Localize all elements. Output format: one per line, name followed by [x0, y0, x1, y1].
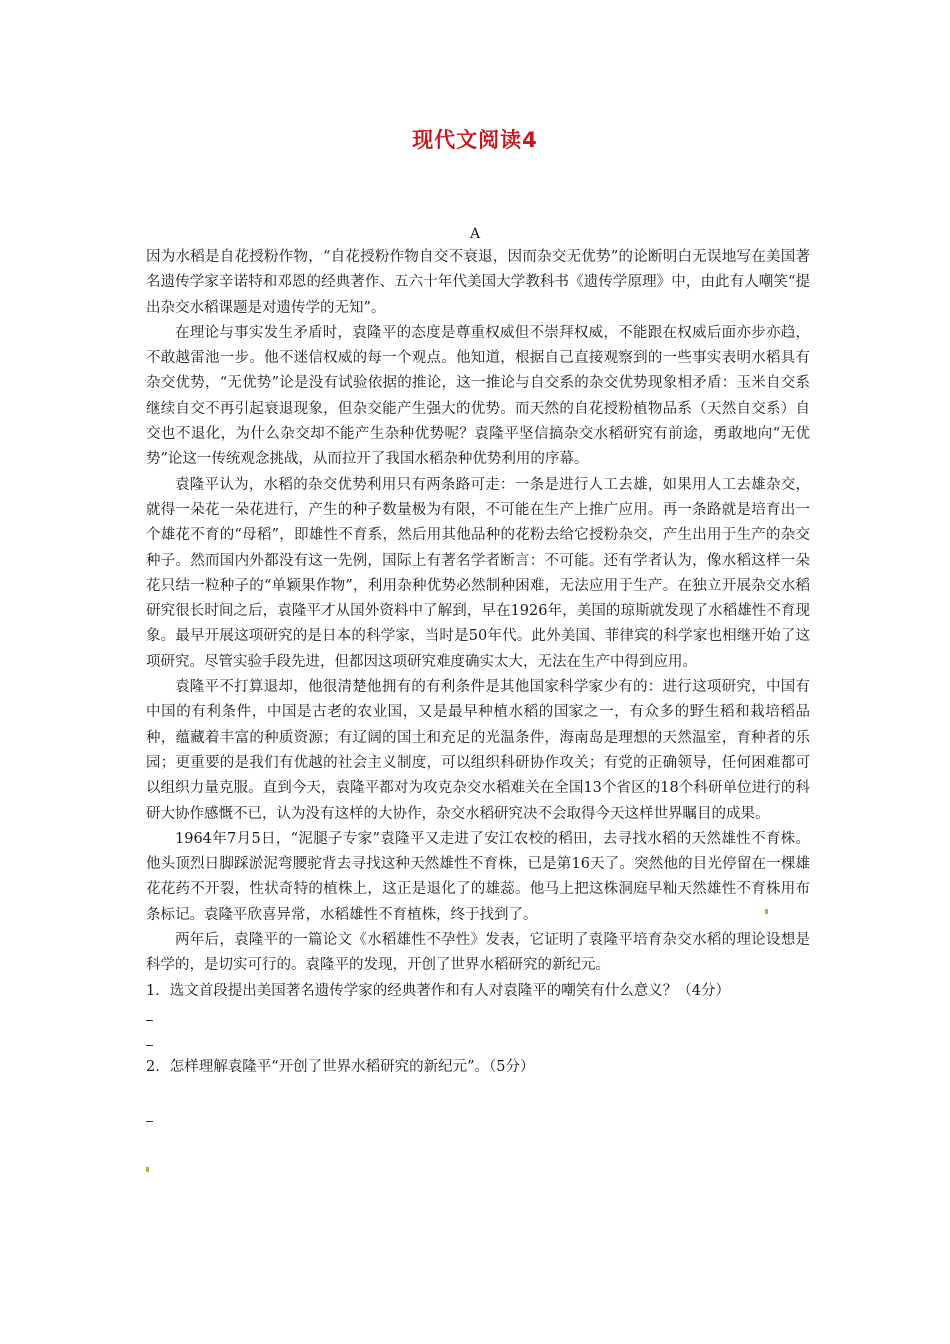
question-2: 2．怎样理解袁隆平“开创了世界水稻研究的新纪元”。（5分） [146, 1058, 535, 1075]
green-marker-dot [146, 1167, 149, 1172]
paragraph-3: 袁隆平认为，水稻的杂交优势利用只有两条路可走：一条是进行人工去雄，如果用人工去雄杂交，就得一朵花一朵花进行，产生的种子数量极为有限，不可能在生产上推广应用。再一条路就是培育出一个雄花不育的“母稻”，即雄性不育系，然后用其他品种的花粉去给它授粉杂交，产生出用于生产的杂交种子。然而国内外都没有这一先例，国际上有著名学者断言：不可能。还有学者认为，像水稻这样一朵花只结一粒种子的“单颖果作物”，利用杂种优势必然制种困难，无法应用于生产。在独立开展杂交水稻研究很长时间之后，袁隆平才从国外资料中了解到，早在1926年，美国的琼斯就发现了水稻雄性不育现象。最早开展这项研究的是日本的科学家，当时是50年代。此外美国、菲律宾的科学家也相继开始了这项研究。尽管实验手段先进，但都因这项研究难度确实太大，无法在生产中得到应用。 [146, 476, 810, 670]
green-marker-dot [765, 909, 768, 914]
answer-line-1[interactable] [146, 1004, 810, 1029]
answer-blank-mark [146, 1121, 153, 1122]
section-label: A [469, 226, 481, 242]
answer-line-4[interactable] [146, 1105, 810, 1130]
page-title: 现代文阅读4 [412, 128, 538, 152]
answer-line-3[interactable] [146, 1080, 810, 1105]
paragraph-1: 因为水稻是自花授粉作物，“自花授粉作物自交不衰退，因而杂交无优势”的论断明白无误地写在美国著名遗传学家辛诺特和邓恩的经典著作、五六十年代美国大学教科书《遗传学原理》中，由此有人嘲笑“提出杂交水稻课题是对遗传学的无知”。 [146, 249, 810, 316]
answer-line-2[interactable] [146, 1029, 810, 1054]
article-body [146, 245, 810, 1130]
answer-blank-mark [146, 1045, 153, 1046]
paragraph-4: 袁隆平不打算退却，他很清楚他拥有的有利条件是其他国家科学家少有的：进行这项研究，中国有中国的有利条件，中国是古老的农业国，又是最早种植水稻的国家之一，有众多的野生稻和栽培稻品种，蕴藏着丰富的种质资源；有辽阔的国土和充足的光温条件，海南岛是理想的天然温室，育种者的乐园；更重要的是我们有优越的社会主义制度，可以组织科研协作攻关；有党的正确领导，任何困难都可以组织力量克服。直到今天，袁隆平都对为攻克杂交水稻难关在全国13个省区的18个科研单位进行的科研大协作感慨不已，认为没有这样的大协作，杂交水稻研究决不会取得今天这样世界瞩目的成果。 [146, 679, 810, 822]
answer-blank-mark [146, 1020, 153, 1021]
paragraph-5: 1964年7月5日，“泥腿子专家”袁隆平又走进了安江农校的稻田，去寻找水稻的天然雄性不育株。他头顶烈日脚踩淤泥弯腰驼背去寻找这种天然雄性不育株，已是第16天了。突然他的目光停留在一棵雄花花药不开裂，性状奇特的植株上，这正是退化了的雄蕊。他马上把这株洞庭早籼天然雄性不育株用布条标记。袁隆平欣喜异常，水稻雄性不育植株，终于找到了。 [146, 830, 810, 923]
paragraph-6: 两年后，袁隆平的一篇论文《水稻雄性不孕性》发表，它证明了袁隆平培育杂交水稻的理论设想是科学的，是切实可行的。袁隆平的发现，开创了世界水稻研究的新纪元。 [146, 932, 810, 974]
paragraph-2: 在理论与事实发生矛盾时，袁隆平的态度是尊重权威但不崇拜权威，不能跟在权威后面亦步亦趋，不敢越雷池一步。他不迷信权威的每一个观点。他知道，根据自己直接观察到的一些事实表明水稻具有杂交优势，“无优势”论是没有试验依据的推论，这一推论与自交系的杂交优势现象相矛盾：玉米自交系继续自交不再引起衰退现象，但杂交能产生强大的优势。而天然的自花授粉植物品系（天然自交系）自交也不退化，为什么杂交却不能产生杂种优势呢？袁隆平坚信搞杂交水稻研究有前途，勇敢地向“无优势”论这一传统观念挑战，从而拉开了我国水稻杂种优势利用的序幕。 [146, 324, 810, 468]
question-1: 1．选文首段提出美国著名遗传学家的经典著作和有人对袁隆平的嘲笑有什么意义？（4分） [146, 982, 730, 999]
